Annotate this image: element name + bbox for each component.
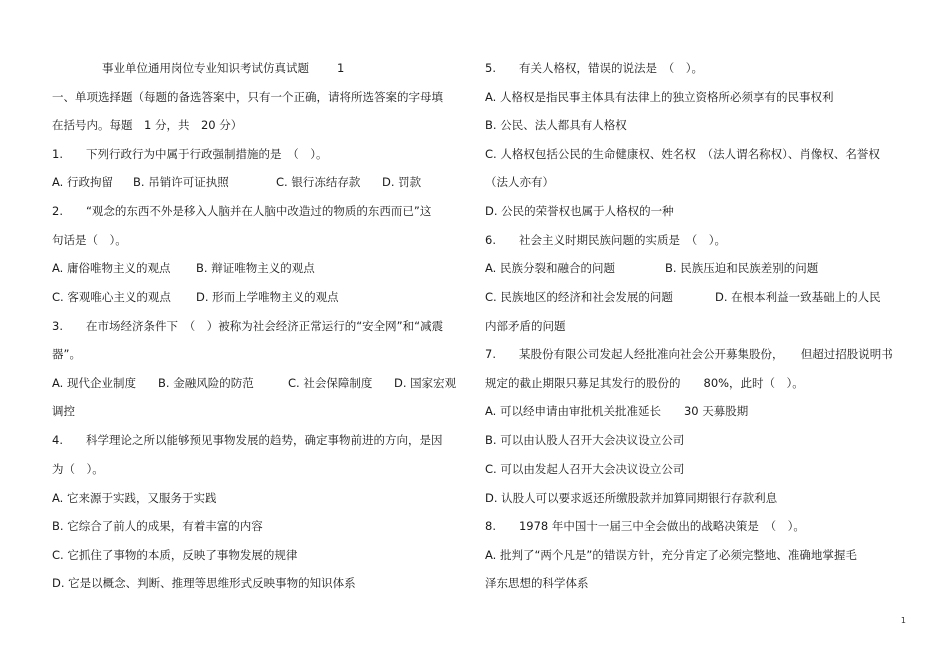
q5-option-b: B. 公民、法人都具有人格权 (485, 118, 627, 132)
q3-option-d: D. 国家宏观 (394, 376, 457, 390)
q6-stem: 6. 社会主义时期民族问题的实质是 （ ）。 (485, 233, 726, 247)
section-heading-line2: 在括号内。每题 1 分，共 20 分） (52, 118, 243, 132)
q3-stem-line1: 3. 在市场经济条件下 （ ）被称为社会经济正常运行的“安全网”和“减震 (52, 319, 444, 333)
q2-stem-line1: 2. “观念的东西不外是移入人脑并在人脑中改造过的物质的东西而已”这 (52, 204, 432, 218)
q5-option-c-cont: （法人亦有） (485, 175, 554, 189)
q2-option-a: A. 庸俗唯物主义的观点 (52, 261, 171, 275)
q5-option-c: C. 人格权包括公民的生命健康权、姓名权 （法人谓名称权）、肖像权、名誉权 (485, 147, 880, 161)
q4-option-c: C. 它抓住了事物的本质，反映了事物发展的规律 (52, 548, 298, 562)
q6-option-b: B. 民族压迫和民族差别的问题 (665, 261, 819, 275)
q6-option-d-cont: 内部矛盾的问题 (485, 319, 566, 333)
q7-option-a: A. 可以经申请由审批机关批准延长 30 天募股期 (485, 404, 749, 418)
exam-title-text: 事业单位通用岗位专业知识考试仿真试题 (102, 61, 309, 75)
q2-option-c: C. 客观唯心主义的观点 (52, 290, 171, 304)
exam-title (102, 63, 344, 75)
q7-option-b: B. 可以由认股人召开大会决议设立公司 (485, 433, 685, 447)
q3-option-b: B. 金融风险的防范 (158, 376, 254, 390)
q6-option-c: C. 民族地区的经济和社会发展的问题 (485, 290, 673, 304)
q1-stem: 1. 下列行政行为中属于行政强制措施的是 （ ）。 (52, 147, 328, 161)
q3-stem-line2: 器”。 (52, 347, 81, 361)
q4-option-a: A. 它来源于实践，又服务于实践 (52, 491, 217, 505)
q2-option-d: D. 形而上学唯物主义的观点 (196, 290, 339, 304)
q7-option-c: C. 可以由发起人召开大会决议设立公司 (485, 462, 685, 476)
q2-option-b: B. 辩证唯物主义的观点 (196, 261, 315, 275)
q4-option-d: D. 它是以概念、判断、推理等思维形式反映事物的知识体系 (52, 576, 356, 590)
q7-stem-line2: 规定的截止期限只募足其发行的股份的 80%，此时（ ）。 (485, 376, 804, 390)
q7-option-d: D. 认股人可以要求返还所缴股款并加算同期银行存款利息 (485, 491, 778, 505)
q5-option-a: A. 人格权是指民事主体具有法律上的独立资格所必须享有的民事权利 (485, 90, 834, 104)
q3-option-d-cont: 调控 (52, 404, 75, 418)
q8-option-a-line2: 泽东思想的科学体系 (485, 576, 589, 590)
q1-option-d: D. 罚款 (382, 175, 422, 189)
q4-option-b: B. 它综合了前人的成果，有着丰富的内容 (52, 519, 263, 533)
exam-title-number: 1 (337, 61, 345, 75)
q5-stem: 5. 有关人格权，错误的说法是 （ ）。 (485, 61, 703, 75)
page-number: 1 (900, 616, 906, 625)
q4-stem-line1: 4. 科学理论之所以能够预见事物发展的趋势，确定事物前进的方向，是因 (52, 433, 443, 447)
q8-option-a-line1: A. 批判了“两个凡是”的错误方针，充分肯定了必须完整地、准确地掌握毛 (485, 548, 857, 562)
q3-option-a: A. 现代企业制度 (52, 376, 136, 390)
q1-option-a: A. 行政拘留 (52, 175, 113, 189)
q4-stem-line2: 为（ ）。 (52, 462, 104, 476)
q1-option-c: C. 银行冻结存款 (276, 175, 361, 189)
q2-stem-line2: 句话是（ ）。 (52, 233, 127, 247)
section-heading-line1: 一、单项选择题（每题的备选答案中，只有一个正确，请将所选答案的字母填 (52, 90, 443, 104)
q1-option-b: B. 吊销许可证执照 (133, 175, 229, 189)
q8-stem: 8. 1978 年中国十一届三中全会做出的战略决策是 （ ）。 (485, 519, 805, 533)
q6-option-d: D. 在根本利益一致基础上的人民 (715, 290, 881, 304)
q3-option-c: C. 社会保障制度 (288, 376, 373, 390)
q6-option-a: A. 民族分裂和融合的问题 (485, 261, 615, 275)
q5-option-d: D. 公民的荣誉权也属于人格权的一种 (485, 204, 674, 218)
q7-stem-line1: 7. 某股份有限公司发起人经批准向社会公开募集股份， 但超过招股说明书 (485, 347, 893, 361)
